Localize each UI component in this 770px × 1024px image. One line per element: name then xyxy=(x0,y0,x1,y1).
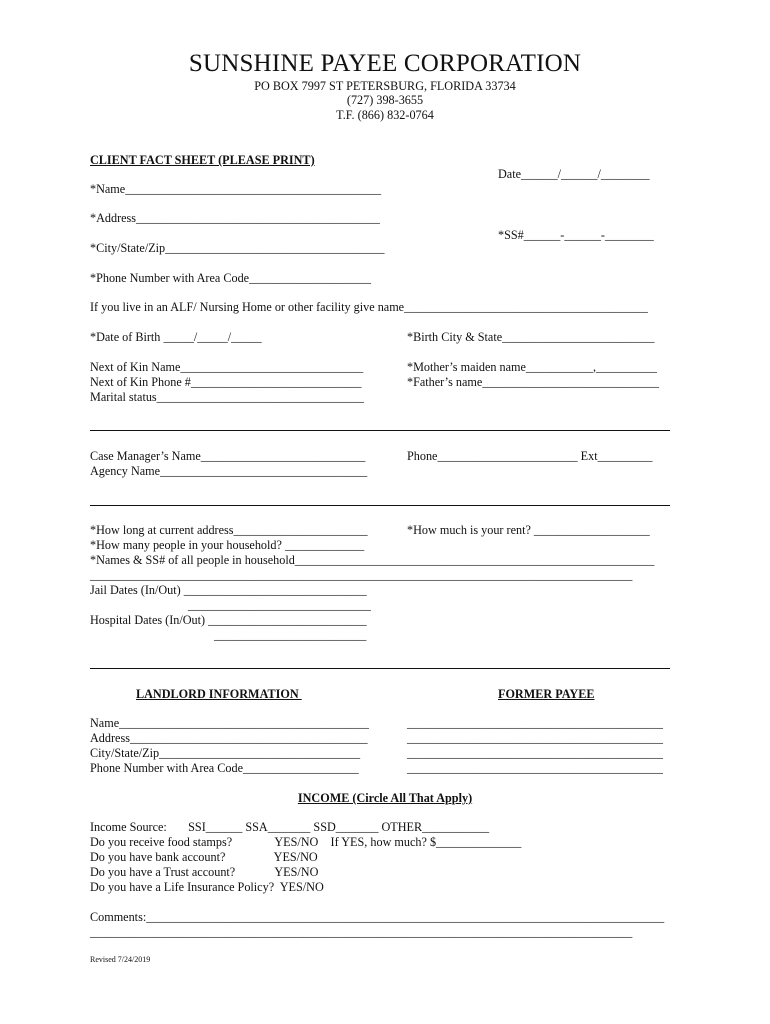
comments-line[interactable]: _________________________________________________________________________________________ xyxy=(90,925,633,939)
client-fact-sheet-heading: CLIENT FACT SHEET (PLEASE PRINT) xyxy=(90,153,315,167)
divider xyxy=(90,430,670,431)
agency-name-field[interactable]: Agency Name__________________________________ xyxy=(90,464,368,478)
life-insurance-question[interactable]: Do you have a Life Insurance Policy? YES/NO xyxy=(90,880,324,894)
former-payee-line[interactable]: __________________________________________ xyxy=(407,716,663,730)
bank-account-question[interactable]: Do you have bank account? YES/NO xyxy=(90,850,318,864)
divider xyxy=(90,505,670,506)
company-name: SUNSHINE PAYEE CORPORATION xyxy=(188,50,582,77)
company-address: PO BOX 7997 ST PETERSBURG, FLORIDA 33734 xyxy=(254,79,516,93)
birth-city-field[interactable]: *Birth City & State_________________________ xyxy=(407,330,655,344)
next-of-kin-name-field[interactable]: Next of Kin Name______________________________ xyxy=(90,360,364,374)
former-payee-heading: FORMER PAYEE xyxy=(498,687,595,701)
facility-name-field[interactable]: If you live in an ALF/ Nursing Home or other facility give name________________________________________ xyxy=(90,300,648,314)
current-address-duration-field[interactable]: *How long at current address______________________ xyxy=(90,523,368,537)
food-stamps-question[interactable]: Do you receive food stamps? YES/NO If YES, how much? $______________ xyxy=(90,835,522,849)
divider xyxy=(90,668,670,669)
former-payee-line[interactable]: __________________________________________ xyxy=(407,761,663,775)
name-field[interactable]: *Name__________________________________________ xyxy=(90,182,382,196)
next-of-kin-phone-field[interactable]: Next of Kin Phone #____________________________ xyxy=(90,375,362,389)
trust-account-question[interactable]: Do you have a Trust account? YES/NO xyxy=(90,865,319,879)
address-field[interactable]: *Address________________________________________ xyxy=(90,211,380,225)
income-heading: INCOME (Circle All That Apply) xyxy=(297,791,473,805)
marital-status-field[interactable]: Marital status__________________________________ xyxy=(90,390,364,404)
date-field[interactable]: Date______/______/________ xyxy=(498,167,650,181)
income-source-field[interactable]: Income Source: SSI______ SSA_______ SSD_______ OTHER___________ xyxy=(90,820,490,834)
date-of-birth-field[interactable]: *Date of Birth _____/_____/_____ xyxy=(90,330,262,344)
rent-field[interactable]: *How much is your rent? ___________________ xyxy=(407,523,650,537)
household-size-field[interactable]: *How many people in your household? _____________ xyxy=(90,538,365,552)
former-payee-line[interactable]: __________________________________________ xyxy=(407,731,663,745)
landlord-phone-field[interactable]: Phone Number with Area Code___________________ xyxy=(90,761,359,775)
landlord-city-field[interactable]: City/State/Zip_________________________________ xyxy=(90,746,361,760)
case-manager-phone-field[interactable]: Phone_______________________ Ext_________ xyxy=(407,449,653,463)
household-names-field[interactable]: *Names & SS# of all people in household___________________________________________________________ xyxy=(90,553,655,567)
landlord-heading: LANDLORD INFORMATION xyxy=(136,687,302,701)
jail-dates-field[interactable]: Jail Dates (In/Out) ______________________________ xyxy=(90,583,367,597)
comments-field[interactable]: Comments:_____________________________________________________________________________________ xyxy=(90,910,665,924)
company-tollfree: T.F. (866) 832-0764 xyxy=(336,108,434,122)
former-payee-line[interactable]: __________________________________________ xyxy=(407,746,663,760)
revision-date: Revised 7/24/2019 xyxy=(90,955,151,964)
company-phone: (727) 398-3655 xyxy=(346,93,424,107)
phone-field[interactable]: *Phone Number with Area Code____________________ xyxy=(90,271,371,285)
case-manager-field[interactable]: Case Manager’s Name___________________________ xyxy=(90,449,366,463)
hospital-dates-field[interactable]: Hospital Dates (In/Out) __________________________ xyxy=(90,613,367,627)
landlord-name-field[interactable]: Name_________________________________________ xyxy=(90,716,369,730)
ss-field[interactable]: *SS#______-______-________ xyxy=(498,228,654,242)
city-state-zip-field[interactable]: *City/State/Zip____________________________________ xyxy=(90,241,385,255)
father-name-field[interactable]: *Father’s name_____________________________ xyxy=(407,375,659,389)
household-names-line[interactable]: _________________________________________________________________________________________ xyxy=(90,568,633,582)
mother-maiden-name-field[interactable]: *Mother’s maiden name___________,__________ xyxy=(407,360,657,374)
jail-dates-line[interactable]: ______________________________ xyxy=(188,598,371,612)
landlord-address-field[interactable]: Address_______________________________________ xyxy=(90,731,368,745)
hospital-dates-line[interactable]: _________________________ xyxy=(214,628,367,642)
